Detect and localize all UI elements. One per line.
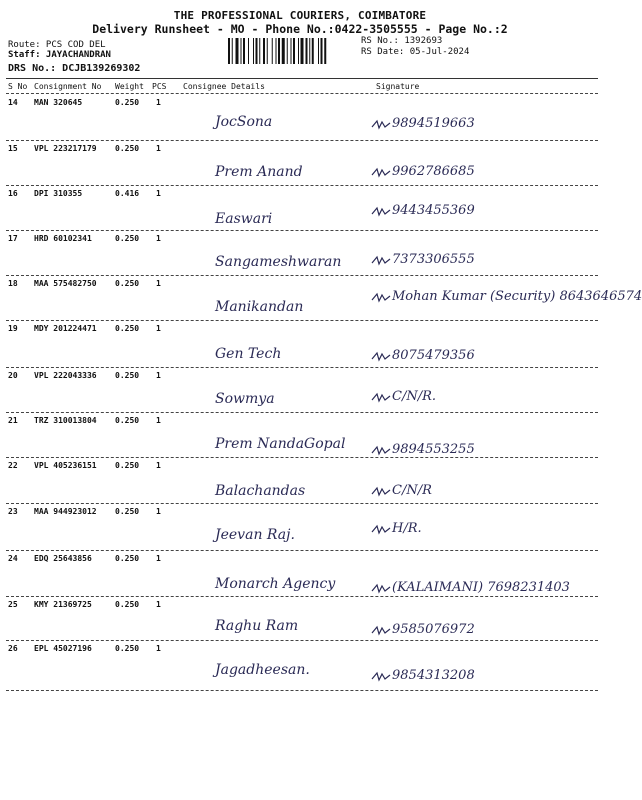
row-sno: 23 bbox=[8, 507, 18, 516]
row-signature: Mohan Kumar (Security) 8643646574 bbox=[392, 289, 642, 304]
barcode-bar bbox=[324, 38, 326, 64]
barcode-bar bbox=[309, 38, 310, 64]
table-row bbox=[0, 550, 600, 596]
row-pcs: 1 bbox=[156, 644, 161, 653]
row-signature: 9854313208 bbox=[392, 668, 475, 683]
table-row bbox=[0, 367, 600, 412]
row-consignee-name: Gen Tech bbox=[215, 346, 282, 362]
row-signature: C/N/R. bbox=[392, 389, 437, 404]
row-weight: 0.250 bbox=[115, 507, 140, 516]
barcode-bar bbox=[291, 38, 292, 64]
row-consignee-name: Raghu Ram bbox=[215, 618, 299, 634]
barcode-bar bbox=[267, 38, 268, 64]
barcode-bar bbox=[306, 38, 308, 64]
row-weight: 0.250 bbox=[115, 234, 140, 243]
barcode-bar bbox=[287, 38, 288, 64]
row-signature: 9894519663 bbox=[392, 116, 475, 131]
row-pcs: 1 bbox=[156, 144, 161, 153]
table-row bbox=[0, 275, 642, 320]
rs-date: RS Date: 05-Jul-2024 bbox=[361, 47, 470, 57]
barcode-bar bbox=[253, 38, 254, 64]
row-consignee-name: Monarch Agency bbox=[215, 576, 336, 592]
header-weight: Weight bbox=[115, 82, 144, 91]
row-consignee-name: Manikandan bbox=[215, 299, 304, 315]
row-signature: (KALAIMANI) 7698231403 bbox=[392, 580, 570, 595]
staff-label: Staff: JAYACHANDRAN bbox=[8, 50, 111, 60]
barcode-bar bbox=[318, 38, 319, 64]
row-signature: 9585076972 bbox=[392, 622, 475, 637]
table-row bbox=[0, 457, 600, 503]
barcode-bar bbox=[263, 38, 265, 64]
row-weight: 0.250 bbox=[115, 144, 140, 153]
row-pcs: 1 bbox=[156, 324, 161, 333]
signature-scribble-icon bbox=[370, 253, 392, 267]
row-consignment-no: MAA 944923012 bbox=[34, 507, 97, 516]
row-sno: 15 bbox=[8, 144, 18, 153]
row-pcs: 1 bbox=[156, 416, 161, 425]
row-pcs: 1 bbox=[156, 189, 161, 198]
signature-scribble-icon bbox=[370, 522, 392, 536]
row-pcs: 1 bbox=[156, 461, 161, 470]
runsheet-subtitle: Delivery Runsheet - MO - Phone No.:0422-3505555 - Page No.:2 bbox=[92, 22, 508, 36]
row-consignee-name: Prem NandaGopal bbox=[215, 436, 346, 452]
row-consignment-no: VPL 223217179 bbox=[34, 144, 97, 153]
row-consignment-no: EDQ 25643856 bbox=[34, 554, 92, 563]
row-consignee-name: Balachandas bbox=[215, 483, 306, 499]
barcode-bar bbox=[278, 38, 280, 64]
row-weight: 0.250 bbox=[115, 416, 140, 425]
route-label: Route: PCS COD DEL bbox=[8, 40, 106, 50]
row-pcs: 1 bbox=[156, 507, 161, 516]
row-consignment-no: HRD 60102341 bbox=[34, 234, 92, 243]
barcode-bar bbox=[243, 38, 245, 64]
barcode-bar bbox=[276, 38, 277, 64]
barcode-bar bbox=[272, 38, 273, 64]
row-pcs: 1 bbox=[156, 234, 161, 243]
table-row bbox=[0, 185, 600, 230]
barcode-bar bbox=[259, 38, 260, 64]
signature-scribble-icon bbox=[370, 484, 392, 498]
table-row bbox=[0, 140, 600, 185]
row-weight: 0.250 bbox=[115, 461, 140, 470]
row-consignment-no: EPL 45027196 bbox=[34, 644, 92, 653]
row-consignment-no: MAN 320645 bbox=[34, 98, 83, 107]
header-pcs: PCS bbox=[152, 82, 167, 91]
row-consignee-name: JocSona bbox=[215, 114, 273, 130]
row-pcs: 1 bbox=[156, 279, 161, 288]
row-consignee-name: Easwari bbox=[215, 211, 273, 227]
barcode-bar bbox=[282, 38, 285, 64]
table-top-rule bbox=[6, 78, 598, 79]
barcode-bar bbox=[248, 38, 249, 64]
row-weight: 0.250 bbox=[115, 600, 140, 609]
row-consignee-name: Sowmya bbox=[215, 391, 275, 407]
signature-scribble-icon bbox=[370, 669, 392, 683]
row-sno: 20 bbox=[8, 371, 18, 380]
company-title: THE PROFESSIONAL COURIERS, COIMBATORE bbox=[173, 9, 427, 22]
signature-scribble-icon bbox=[370, 165, 392, 179]
row-consignee-name: Sangameshwaran bbox=[215, 254, 342, 270]
row-signature: C/N/R bbox=[392, 483, 432, 498]
row-signature: 9962786685 bbox=[392, 164, 475, 179]
row-consignment-no: KMY 21369725 bbox=[34, 600, 92, 609]
barcode-bar bbox=[241, 38, 242, 64]
signature-scribble-icon bbox=[370, 290, 392, 304]
drs-number: DRS No.: DCJB139269302 bbox=[8, 63, 141, 74]
row-weight: 0.250 bbox=[115, 98, 140, 107]
row-consignment-no: VPL 222043336 bbox=[34, 371, 97, 380]
row-weight: 0.250 bbox=[115, 324, 140, 333]
row-sno: 26 bbox=[8, 644, 18, 653]
row-sno: 16 bbox=[8, 189, 18, 198]
barcode-image bbox=[228, 38, 355, 64]
barcode-bar bbox=[236, 38, 239, 64]
row-sno: 25 bbox=[8, 600, 18, 609]
row-sno: 18 bbox=[8, 279, 18, 288]
row-weight: 0.250 bbox=[115, 371, 140, 380]
row-consignment-no: MAA 575482750 bbox=[34, 279, 97, 288]
row-pcs: 1 bbox=[156, 98, 161, 107]
rs-number: RS No.: 1392693 bbox=[361, 36, 443, 46]
row-sno: 17 bbox=[8, 234, 18, 243]
barcode-bar bbox=[232, 38, 233, 64]
barcode-bar bbox=[301, 38, 304, 64]
header-consignee: Consignee Details bbox=[183, 82, 265, 91]
row-consignment-no: MDY 201224471 bbox=[34, 324, 97, 333]
row-weight: 0.250 bbox=[115, 554, 140, 563]
row-divider bbox=[6, 690, 598, 691]
barcode-bar bbox=[228, 38, 230, 64]
row-signature: 7373306555 bbox=[392, 252, 475, 267]
signature-scribble-icon bbox=[370, 117, 392, 131]
row-weight: 0.250 bbox=[115, 279, 140, 288]
row-pcs: 1 bbox=[156, 600, 161, 609]
table-row bbox=[0, 596, 600, 640]
row-pcs: 1 bbox=[156, 371, 161, 380]
row-consignment-no: TRZ 310013804 bbox=[34, 416, 97, 425]
table-row bbox=[0, 640, 600, 690]
table-row bbox=[0, 320, 600, 367]
signature-scribble-icon bbox=[370, 390, 392, 404]
row-consignee-name: Jagadheesan. bbox=[215, 662, 310, 678]
signature-scribble-icon bbox=[370, 204, 392, 218]
row-signature: 9443455369 bbox=[392, 203, 475, 218]
row-weight: 0.250 bbox=[115, 644, 140, 653]
barcode-bar bbox=[298, 38, 299, 64]
row-consignment-no: DPI 310355 bbox=[34, 189, 83, 198]
barcode-bar bbox=[312, 38, 314, 64]
table-row bbox=[0, 412, 600, 457]
row-signature: H/R. bbox=[392, 521, 422, 536]
row-pcs: 1 bbox=[156, 554, 161, 563]
row-signature: 9894553255 bbox=[392, 442, 475, 457]
header-sno: S No bbox=[8, 82, 28, 91]
header-consignment: Consignment No bbox=[34, 82, 102, 91]
row-sno: 24 bbox=[8, 554, 18, 563]
barcode-bar bbox=[321, 38, 323, 64]
row-consignee-name: Prem Anand bbox=[215, 164, 303, 180]
row-consignee-name: Jeevan Raj. bbox=[215, 527, 295, 543]
row-signature: 8075479356 bbox=[392, 348, 475, 363]
row-sno: 14 bbox=[8, 98, 18, 107]
row-consignment-no: VPL 405236151 bbox=[34, 461, 97, 470]
signature-scribble-icon bbox=[370, 443, 392, 457]
table-row bbox=[0, 230, 600, 275]
barcode-bar bbox=[256, 38, 258, 64]
signature-scribble-icon bbox=[370, 581, 392, 595]
signature-scribble-icon bbox=[370, 623, 392, 637]
table-row bbox=[0, 94, 600, 140]
row-weight: 0.416 bbox=[115, 189, 140, 198]
row-sno: 22 bbox=[8, 461, 18, 470]
table-row bbox=[0, 503, 600, 550]
header-signature: Signature bbox=[376, 82, 420, 91]
signature-scribble-icon bbox=[370, 349, 392, 363]
barcode-bar bbox=[293, 38, 295, 64]
row-sno: 21 bbox=[8, 416, 18, 425]
row-sno: 19 bbox=[8, 324, 18, 333]
